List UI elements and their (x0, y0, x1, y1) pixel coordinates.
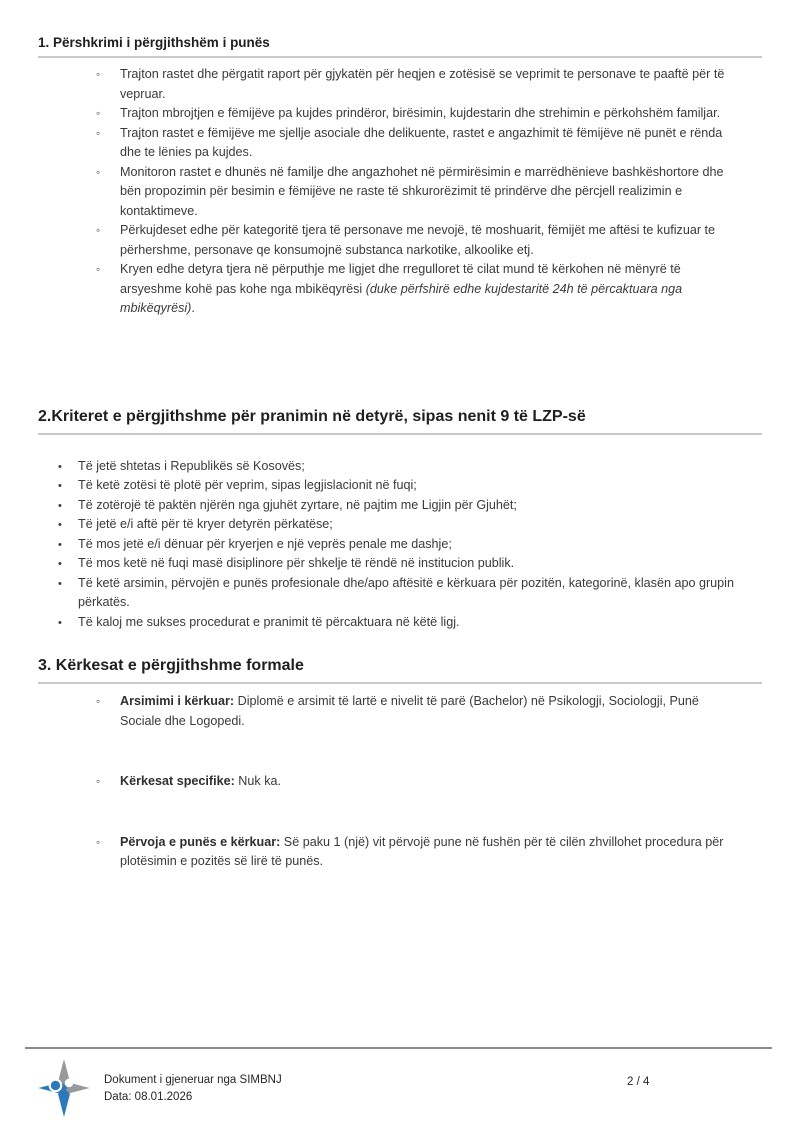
list-item (38, 554, 762, 574)
date-text: Data: 08.01.2026 (104, 1091, 193, 1103)
section-2-bullet-list (38, 457, 762, 633)
list-item-text: Trajton rastet e fëmijëve me sjellje asociale dhe delikuente, rastet e angazhimit të fëmijëve në punët e rënda dhe te lënies pa kujdes. (120, 125, 723, 159)
list-item (38, 574, 762, 613)
section-3-title: 3. Kërkesat e përgjithshme formale (38, 656, 762, 684)
circle-bullet-icon (96, 104, 100, 124)
list-item (38, 692, 762, 731)
page-number: 2 / 4 (627, 1076, 650, 1088)
requirement-text: Diplomë e arsimit të lartë e nivelit të parë (Bachelor) në Psikologji, Sociologji, Punë Sociale dhe Logopedi. (120, 694, 699, 728)
list-item (38, 124, 762, 163)
list-item-text: Të mos ketë në fuqi masë disiplinore për shkelje të rëndë në institucion publik. (78, 556, 515, 570)
list-item (38, 772, 762, 792)
list-item (38, 496, 762, 516)
requirement-text: Nuk ka. (234, 774, 282, 788)
dot-bullet-icon (58, 476, 62, 497)
dot-bullet-icon (58, 574, 62, 595)
footer-text-block (104, 1059, 282, 1106)
list-item-text: Të ketë arsimin, përvojën e punës profesionale dhe/apo aftësitë e kërkuara për pozitën, kategorinë, klasën apo grupin përkatës. (78, 575, 734, 609)
requirement-label: Kërkesat specifike: (120, 774, 235, 788)
simbnj-logo-icon (38, 1059, 90, 1117)
list-item (38, 457, 762, 477)
section-2-title: 2.Kriteret e përgjithshme për pranimin në detyrë, sipas nenit 9 të LZP-së (38, 407, 762, 435)
circle-bullet-icon (96, 65, 100, 85)
dot-bullet-icon (58, 496, 62, 517)
list-item (38, 104, 762, 124)
list-item-text: Trajton rastet dhe përgatit raport për gjykatën për heqjen e zotësisë se veprimit te personave te paaftë për të vepruar. (120, 67, 725, 101)
list-item (38, 515, 762, 535)
page-footer (25, 1047, 772, 1130)
list-item-text: Të ketë zotësi të plotë për veprim, sipas legjislacionit në fuqi; (78, 478, 417, 492)
list-item-text: Të mos jetë e/i dënuar për kryerjen e një veprës penale me dashje; (78, 536, 452, 551)
list-item-text: Të kaloj me sukses procedurat e pranimit të përcaktuara në këtë ligj. (78, 614, 460, 629)
dot-bullet-icon (58, 457, 62, 478)
section-general-criteria (38, 407, 762, 633)
circle-bullet-icon (96, 692, 100, 712)
requirement-text: Së paku 1 (një) vit përvojë pune në fushën për të cilën zhvillohet procedura për plotësimin e pozitës së lirë të punës. (120, 834, 724, 868)
list-item (38, 833, 762, 872)
circle-bullet-icon (96, 772, 100, 792)
list-item-text: Trajton mbrojtjen e fëmijëve pa kujdes prindëror, birësimin, kujdestarin dhe strehimin e përkohshëm familjar. (120, 106, 721, 120)
list-item (38, 65, 762, 104)
list-item-text: Kryen edhe detyra tjera në përputhje me ligjet dhe rregulloret të cilat mund të kërkohen në mënyrë të arsyeshme kohë pas kohe nga mbikëqyrësi (120, 262, 681, 296)
section-1-bullet-list (38, 65, 762, 319)
circle-bullet-icon (96, 833, 100, 853)
circle-bullet-icon (96, 221, 100, 241)
requirement-label: Arsimimi i kërkuar: (120, 694, 235, 708)
section-1-title: 1. Përshkrimi i përgjithshëm i punës (38, 34, 762, 58)
requirement-label: Përvoja e punës e kërkuar: (120, 834, 281, 849)
list-item-text: . (191, 301, 195, 315)
footer-content (25, 1049, 772, 1117)
section-formal-requirements (38, 656, 762, 872)
dot-bullet-icon (58, 613, 62, 634)
dot-bullet-icon (58, 535, 62, 556)
list-item-text: Monitoron rastet e dhunës në familje dhe angazhohet në përmirësimin e marrëdhënieve bashkëshortore dhe bën propozimin për besimin e fëmijëve ne raste të shkurorëzimit të prindërve dhe përcjell realizimin e kontaktimeve. (120, 164, 724, 218)
list-item (38, 260, 762, 319)
circle-bullet-icon (96, 260, 100, 280)
list-item-text: Të zotërojë të paktën njërën nga gjuhët zyrtare, në pajtim me Ligjin për Gjuhët; (78, 497, 517, 512)
list-item-text: Përkujdeset edhe për kategoritë tjera të personave me nevojë, të moshuarit, fëmijët me aftësi te kufizuar te përhershme, personave qe konsumojnë substanca narkotike, alkoolike etj. (120, 223, 716, 257)
list-item (38, 476, 762, 496)
dot-bullet-icon (58, 554, 62, 575)
list-item (38, 163, 762, 222)
list-item-italic-text: (duke përfshirë edhe kujdestaritë 24h të përcaktuara nga mbikëqyrësi) (120, 281, 683, 315)
circle-bullet-icon (96, 124, 100, 144)
list-item (38, 613, 762, 633)
dot-bullet-icon (58, 515, 62, 536)
section-3-bullet-list (38, 692, 762, 872)
circle-bullet-icon (96, 163, 100, 183)
list-item-text: Të jetë e/i aftë për të kryer detyrën përkatëse; (78, 517, 333, 531)
list-item-text: Të jetë shtetas i Republikës së Kosovës; (78, 458, 305, 473)
generated-by-text: Dokument i gjeneruar nga SIMBNJ (104, 1074, 282, 1086)
list-item (38, 535, 762, 555)
list-item (38, 221, 762, 260)
section-job-description (38, 34, 762, 319)
